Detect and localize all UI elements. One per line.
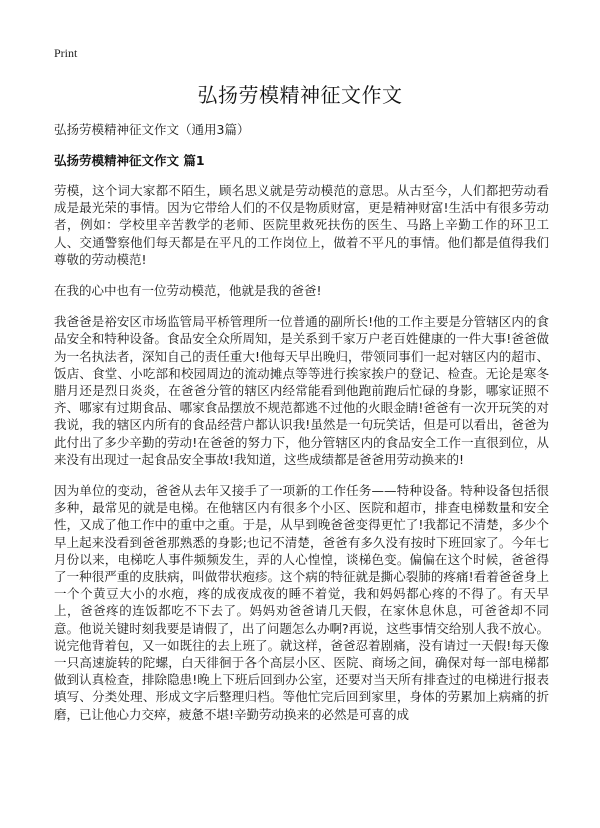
- paragraph-1: 劳模，这个词大家都不陌生，顾名思义就是劳动模范的意思。从古至今，人们都把劳动看成是最光荣的事情。因为它带给人们的不仅是物质财富，更是精神财富!生活中有很多劳动者，例如：学校里辛苦教学的老师、医院里救死扶伤的医生、马路上辛勤工作的环卫工人、交通警察他们每天都是在平凡的工作岗位上，做着不平凡的事情。他们都是值得我们尊敬的劳动模范!: [54, 183, 549, 267]
- paragraph-2: 在我的心中也有一位劳动模范，他就是我的爸爸!: [54, 283, 322, 299]
- paragraph-3: 我爸爸是裕安区市场监管局平桥管理所一位普通的副所长!他的工作主要是分管辖区内的食品安全和特种设备。食品安全众所周知，是关系到千家万户老百姓健康的一件大事!爸爸做为一名执法者，深知自己的责任重大!他每天早出晚归，带领同事们一起对辖区内的超市、饭店、食堂、小吃部和校园周边的流动摊点等等进行挨家挨户的登记、检查。无论是寒冬腊月还是烈日炎炎，在爸爸分管的辖区内经常能看到他跑前跑后忙碌的身影，哪家证照不齐、哪家有过期食品、哪家食品摆放不规范都逃不过他的火眼金睛!爸爸有一次开玩笑的对我说，我的辖区内所有的食品经营户都认识我!虽然是一句玩笑话，但是可以看出，爸爸为此付出了多少辛勤的劳动!在爸爸的努力下，他分管辖区内的食品安全工作一直很到位，从来没有出现过一起食品安全事故!我知道，这些成绩都是爸爸用劳动换来的!: [54, 314, 549, 467]
- page-title: 弘扬劳模精神征文作文: [197, 83, 403, 107]
- paragraph-4: 因为单位的变动，爸爸从去年又接手了一项新的工作任务——特种设备。特种设备包括很多种，最常见的就是电梯。在他辖区内有很多个小区、医院和超市，排查电梯数量和安全性，又成了他工作中的重中之重。于是，从早到晚爸爸变得更忙了!我都记不清楚，多少个早上起来没看到爸爸那熟悉的身影;也记不清楚，爸爸有多久没有按时下班回家了。今年七月份以来，电梯吃人事件频频发生，弄的人心惶惶，谈梯色变。偏偏在这个时候，爸爸得了一种很严重的皮肤病，叫做带状疱疹。这个病的特征就是撕心裂肺的疼痛!看着爸爸身上一个个黄豆大小的水疱，疼的成夜成夜的睡不着觉，我和妈妈都心疼的不得了。有天早上，爸爸疼的连饭都吃不下去了。妈妈劝爸爸请几天假，在家休息休息，可爸爸却不同意。他说关键时刻我要是请假了，出了问题怎么办啊?再说，这些事情交给别人我不放心。说完他背着包，又一如既往的去上班了。就这样，爸爸忍着剧痛，没有请过一天假!每天像一只高速旋转的陀螺，白天徘徊于各个高层小区、医院、商场之间，确保对每一部电梯都做到认真检查，排除隐患!晚上下班后回到办公室，还要对当天所有排查过的电梯进行报表填写、分类处理、形成文字后整理归档。等他忙完后回到家里，身体的劳累加上病痛的折磨，已让他心力交瘁，疲惫不堪!辛勤劳动换来的必然是可喜的成: [54, 483, 549, 722]
- article-body: [54, 182, 549, 737]
- print-link[interactable]: Print: [54, 46, 78, 60]
- section-heading: 弘扬劳模精神征文作文 篇1: [54, 153, 205, 168]
- document-subtitle: 弘扬劳模精神征文作文（通用3篇）: [54, 122, 250, 137]
